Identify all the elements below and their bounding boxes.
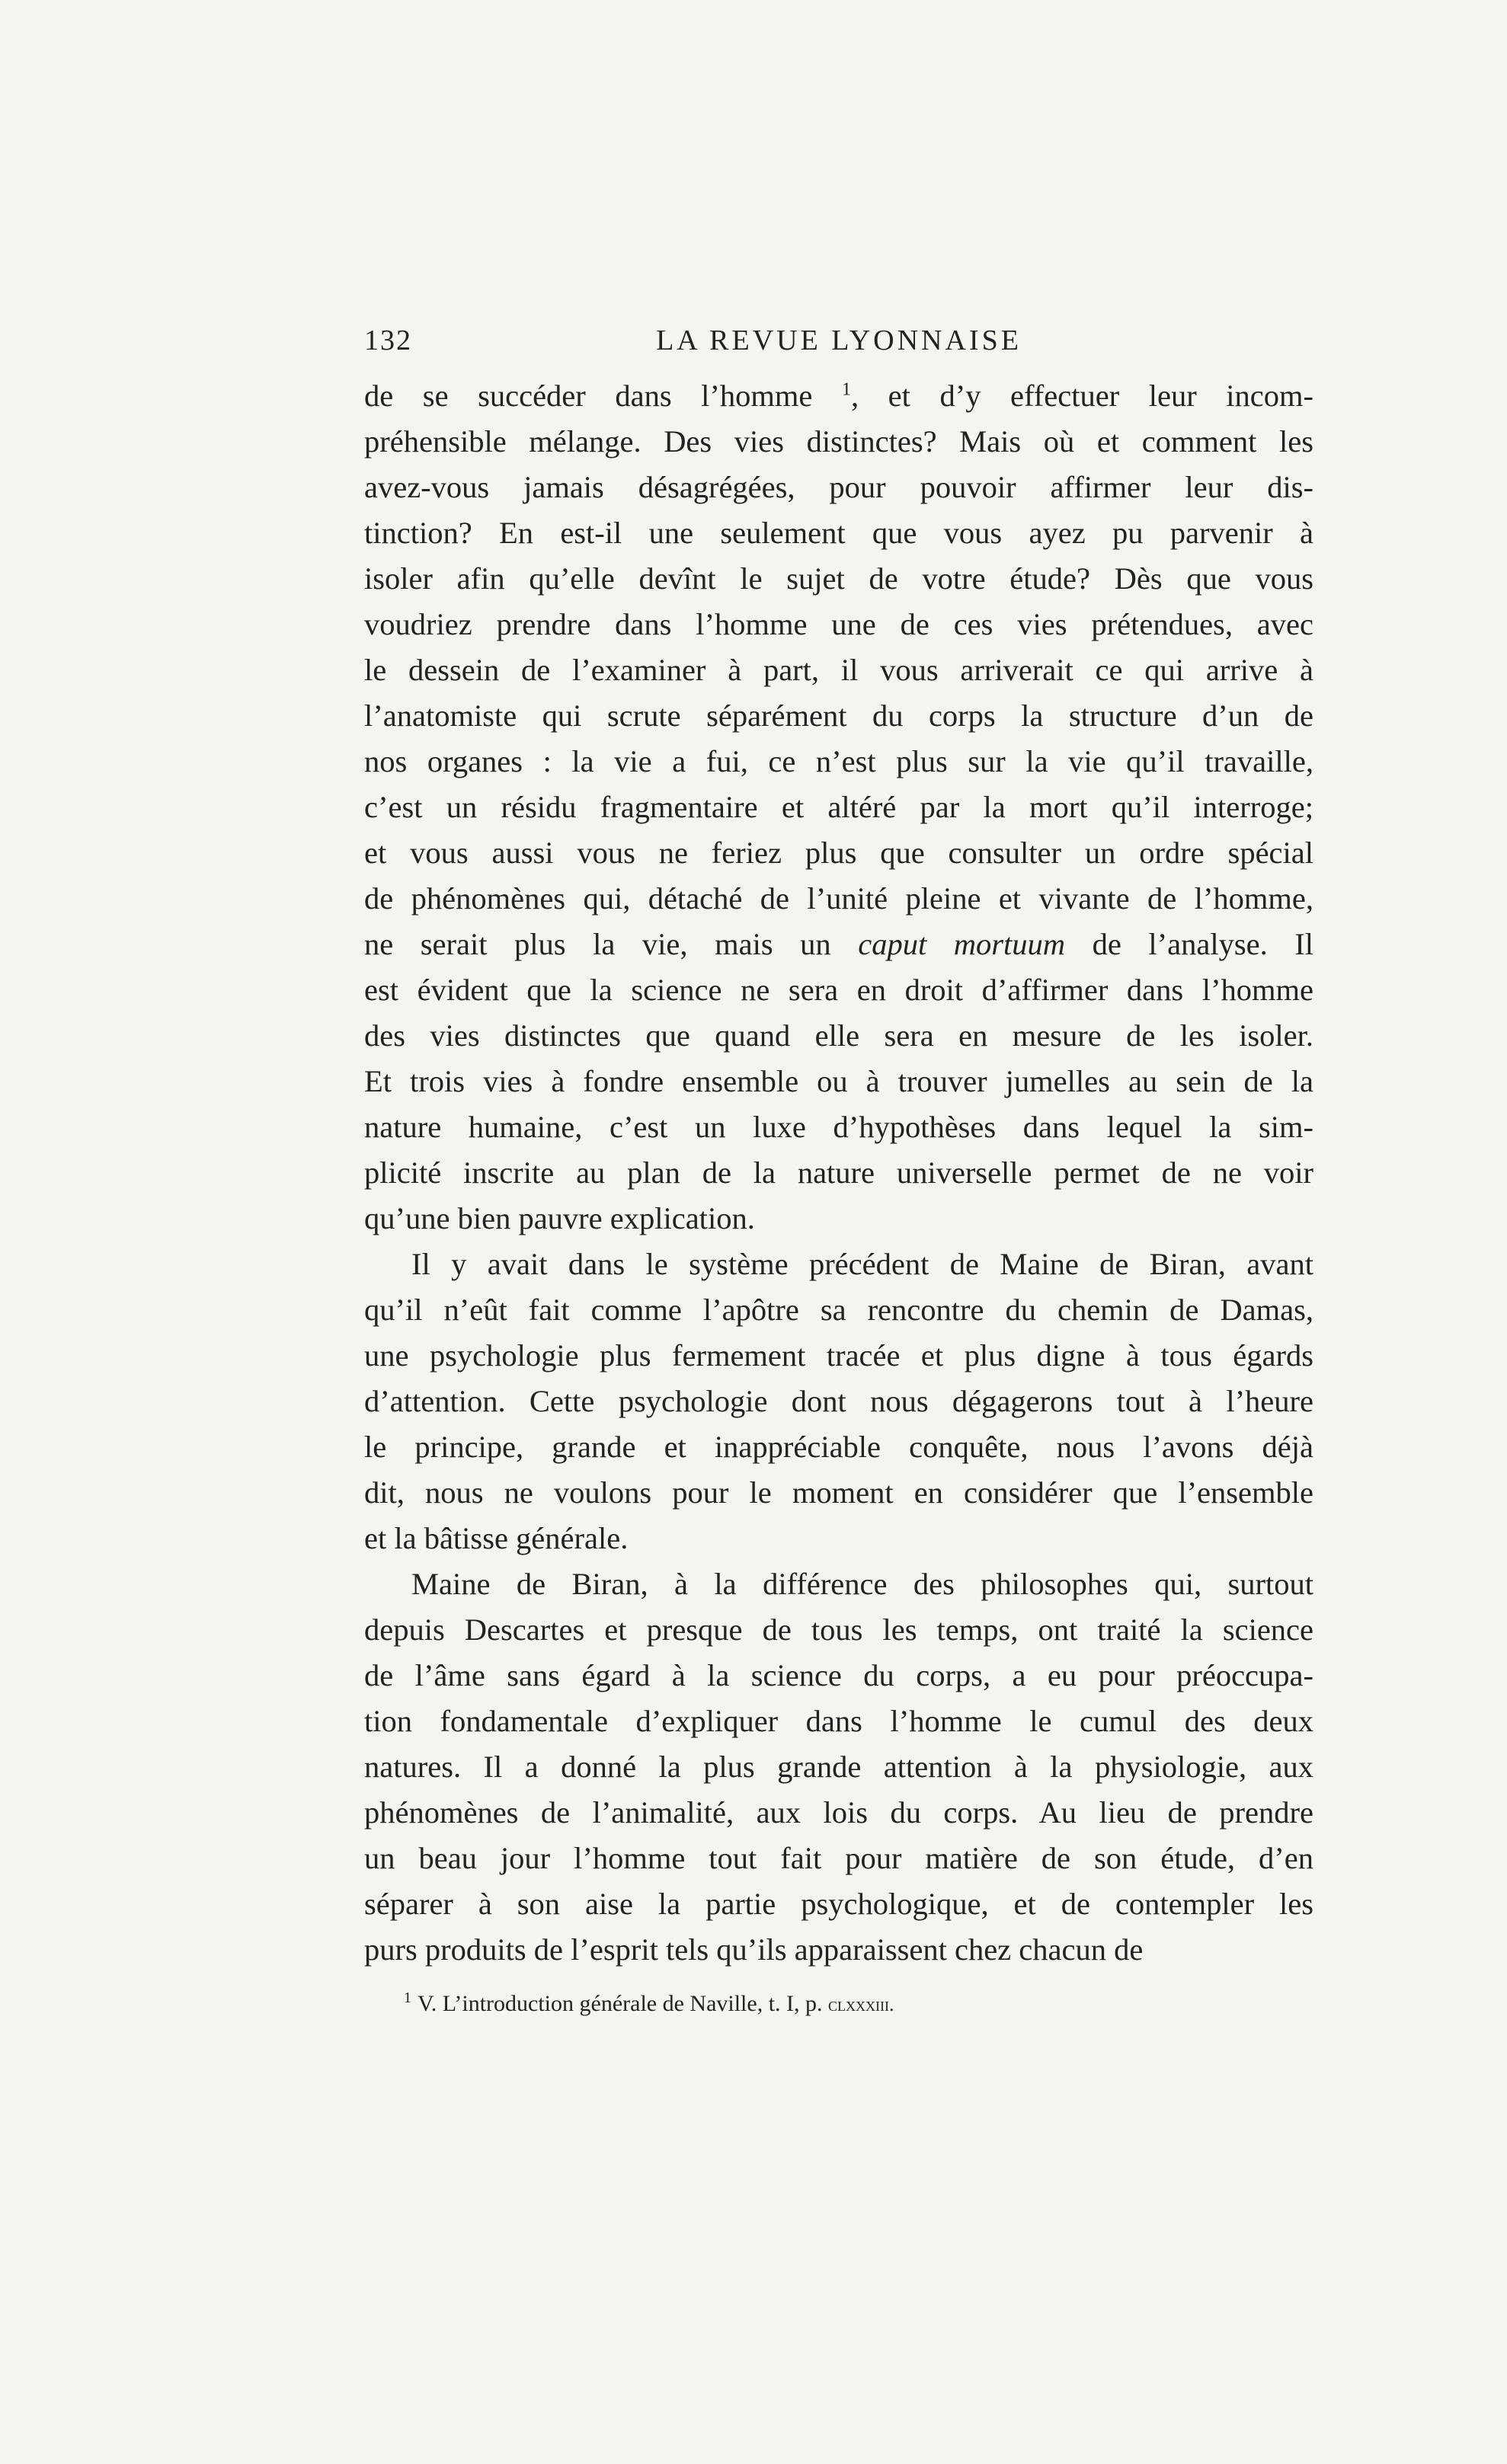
paragraph [364,1561,1313,1973]
text-line: qu’une bien pauvre explication. [364,1201,755,1235]
text-line: voudriez prendre dans l’homme une de ces vies prétendues, avec [364,607,1313,641]
text-line: des vies distinctes que quand elle sera en mesure de les isoler. [364,1018,1313,1053]
text-line: et vous aussi vous ne feriez plus que consulter un ordre spécial [364,836,1313,870]
text-line: un beau jour l’homme tout fait pour matière de son étude, d’en [364,1841,1313,1875]
text-line: et la bâtisse générale. [364,1521,629,1555]
text-line: qu’il n’eût fait comme l’apôtre sa rencontre du chemin de Damas, [364,1293,1313,1327]
text-line: tion fondamentale d’expliquer dans l’homme le cumul des deux [364,1704,1313,1738]
text-line: dit, nous ne voulons pour le moment en considérer que l’ensemble [364,1475,1313,1510]
running-title: LA REVUE LYONNAISE [656,324,1022,356]
text-line: de phénomènes qui, détaché de l’unité pleine et vivante de l’homme, [364,881,1313,916]
text-line: natures. Il a donné la plus grande attention à la physiologie, aux [364,1750,1313,1784]
page-number: 132 [364,324,412,356]
text-line: nature humaine, c’est un luxe d’hypothèses dans lequel la sim- [364,1110,1313,1144]
text-line: isoler afin qu’elle devînt le sujet de votre étude? Dès que vous [364,561,1313,596]
footnote-mark: 1 [404,1989,411,2006]
text-line: nos organes : la vie a fui, ce n’est plus sur la vie qu’il travaille, [364,744,1313,778]
text-line: ne serait plus la vie, mais un caput mortuum de l’analyse. Il [364,927,1313,961]
text-line: Il y avait dans le système précédent de Maine de Biran, avant [411,1247,1313,1281]
text-line: le principe, grande et inappréciable conquête, nous l’avons déjà [364,1430,1313,1464]
text-line: avez-vous jamais désagrégées, pour pouvoir affirmer leur dis- [364,470,1313,504]
footnote-text: V. L’introduction générale de Naville, t. I, p. [418,1991,829,2016]
text-line: séparer à son aise la partie psychologique, et de contempler les [364,1887,1313,1921]
text-line: depuis Descartes et presque de tous les temps, ont traité la science [364,1612,1313,1647]
italic-phrase: caput mortuum [858,927,1066,961]
text-line: tinction? En est-il une seulement que vous ayez pu parvenir à [364,516,1313,550]
text-line: d’attention. Cette psychologie dont nous dégagerons tout à l’heure [364,1384,1313,1418]
text-line: préhensible mélange. Des vies distinctes? Mais où et comment les [364,424,1313,459]
body-text [364,373,1313,1973]
text-line: purs produits de l’esprit tels qu’ils apparaissent chez chacun de [364,1932,1144,1967]
paragraph [364,1242,1313,1561]
text-line: Maine de Biran, à la différence des philosophes qui, surtout [411,1567,1313,1601]
footnote [404,1983,1313,2020]
text-line: plicité inscrite au plan de la nature universelle permet de ne voir [364,1155,1313,1190]
text-line: de l’âme sans égard à la science du corps, a eu pour préoccupa- [364,1658,1313,1692]
text-line: est évident que la science ne sera en droit d’affirmer dans l’homme [364,973,1313,1007]
text-line: de se succéder dans l’homme $^1$, et d’y effectuer leur incom- [364,379,1313,413]
text-line: Et trois vies à fondre ensemble ou à trouver jumelles au sein de la [364,1064,1313,1098]
footnote-reference: clxxxiii. [828,1993,894,2015]
page-header [364,324,1313,369]
text-line: le dessein de l’examiner à part, il vous arriverait ce qui arrive à [364,653,1313,687]
paragraph [364,373,1313,1242]
text-line: l’anatomiste qui scrute séparément du corps la structure d’un de [364,698,1313,733]
text-line: une psychologie plus fermement tracée et plus digne à tous égards [364,1338,1313,1373]
text-line: phénomènes de l’animalité, aux lois du corps. Au lieu de prendre [364,1795,1313,1830]
footnote-ref-mark: 1 [841,379,851,400]
text-line: c’est un résidu fragmentaire et altéré par la mort qu’il interroge; [364,790,1313,824]
